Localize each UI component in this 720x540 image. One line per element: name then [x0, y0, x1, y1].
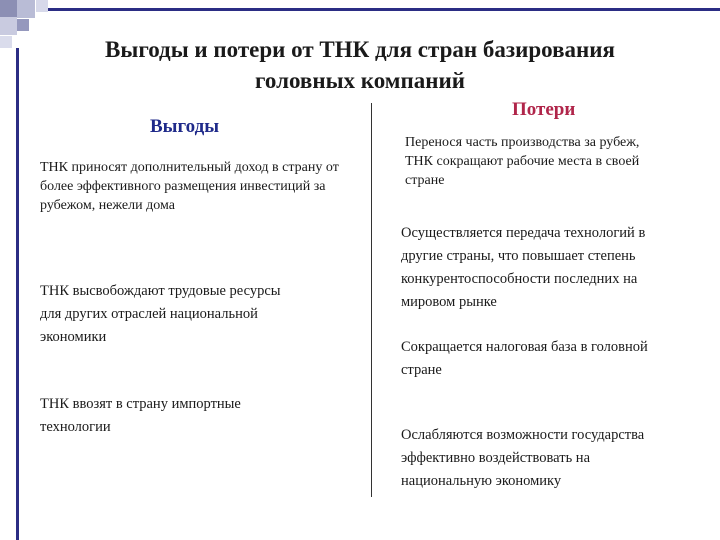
decorative-square: [0, 17, 17, 35]
gain-item-2: ТНК высвобождают трудовые ресурсы для других отраслей национальной экономики: [40, 283, 281, 345]
column-divider: [371, 103, 372, 497]
loss-item-2: Осуществляется передача технологий в другие страны, что повышает степень конкурентоспособности последних на мировом рынке: [401, 225, 646, 310]
loss-item-4: Ослабляются возможности государства эффективно воздействовать на национальную экономику: [401, 427, 645, 489]
gains-heading: Выгоды: [150, 116, 220, 137]
decorative-square: [36, 0, 48, 12]
slide-title: [60, 34, 660, 96]
slide-title-line-2: головных компаний: [255, 68, 465, 93]
decorative-square: [0, 0, 17, 17]
decorative-square: [17, 0, 35, 18]
gain-item-3: ТНК ввозят в страну импортные технологии: [40, 396, 241, 435]
side-accent-line: [16, 48, 19, 540]
decorative-square: [17, 19, 29, 31]
gain-item-1: ТНК приносят дополнительный доход в страну от более эффективного размещения инвестиций за рубежом, нежели дома: [40, 160, 339, 213]
losses-heading: Потери: [512, 99, 576, 120]
decorative-square: [0, 36, 12, 48]
top-accent-line: [48, 8, 720, 11]
loss-item-3: Сокращается налоговая база в головной стране: [401, 339, 648, 378]
loss-item-1: Перенося часть производства за рубеж, ТНК сокращают рабочие места в своей стране: [405, 135, 640, 188]
slide-title-line-1: Выгоды и потери от ТНК для стран базирования: [105, 37, 615, 62]
